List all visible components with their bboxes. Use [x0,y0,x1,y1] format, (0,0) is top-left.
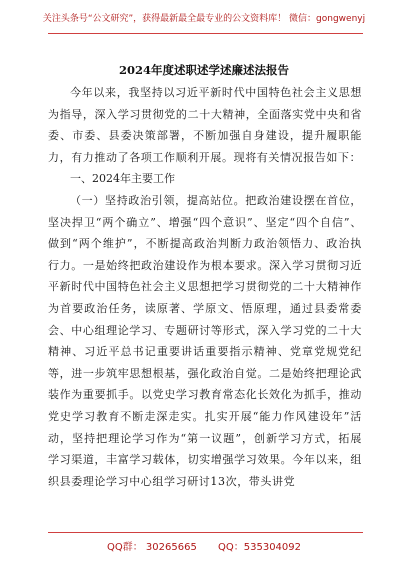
document-body [48,82,362,492]
footer-contacts [0,538,408,553]
header-divider [48,33,363,34]
intro-paragraph: 今年以来，我坚持以习近平新时代中国特色社会主义思想为指导，深入学习贯彻党的二十大精神，全面落实党中央和省委、市委、县委决策部署，不断加强自身建设，提升履职能力，有力推动了各项工作顺利开展。现将有关情况报告如下： [48,86,362,164]
footer-qq-group: QQ群： 30265665 [106,542,197,553]
footer-divider [48,532,363,533]
header-promo-note: 关注头条号“公文研究”，获得最新最全最专业的公文资料库！ 微信：gongwenyj [42,14,366,24]
section-paragraph: （一）坚持政治引领，提高站位。把政治建设摆在首位，坚决捍卫“两个确立”、增强“四个意识”、坚定“四个自信”、做到“两个维护”，不断提高政治判断力政治领悟力、政治执行力。一是始终把政治建设作为根本要求。深入学习贯彻习近平新时代中国特色社会主义思想把学习贯彻党的二十大精神作为首要政治任务，读原著、学原文、悟原理，通过县委常委会、中心组理论学习、专题研讨等形式，深入学习党的二十大精神、习近平总书记重要讲话重要指示精神、党章党规党纪等，进一步筑牢思想根基，强化政治自觉。二是始终把理论武装作为重要抓手。以党史学习教育常态化长效化为抓手，推动党史学习教育不断走深走实。扎实开展“能力作风建设年”活动，坚持把理论学习作为“第一议题”，创新学习方式，拓展学习渠道，丰富学习载体，切实增强学习效果。今年以来，组织县委理论学习中心组学习研讨13次，带头讲党 [48,193,362,488]
footer-qq-number: QQ：535304092 [218,542,302,553]
document-title: 2024年度述职述学述廉述法报告 [118,63,289,77]
section-heading: 一、2024年主要工作 [70,172,175,186]
